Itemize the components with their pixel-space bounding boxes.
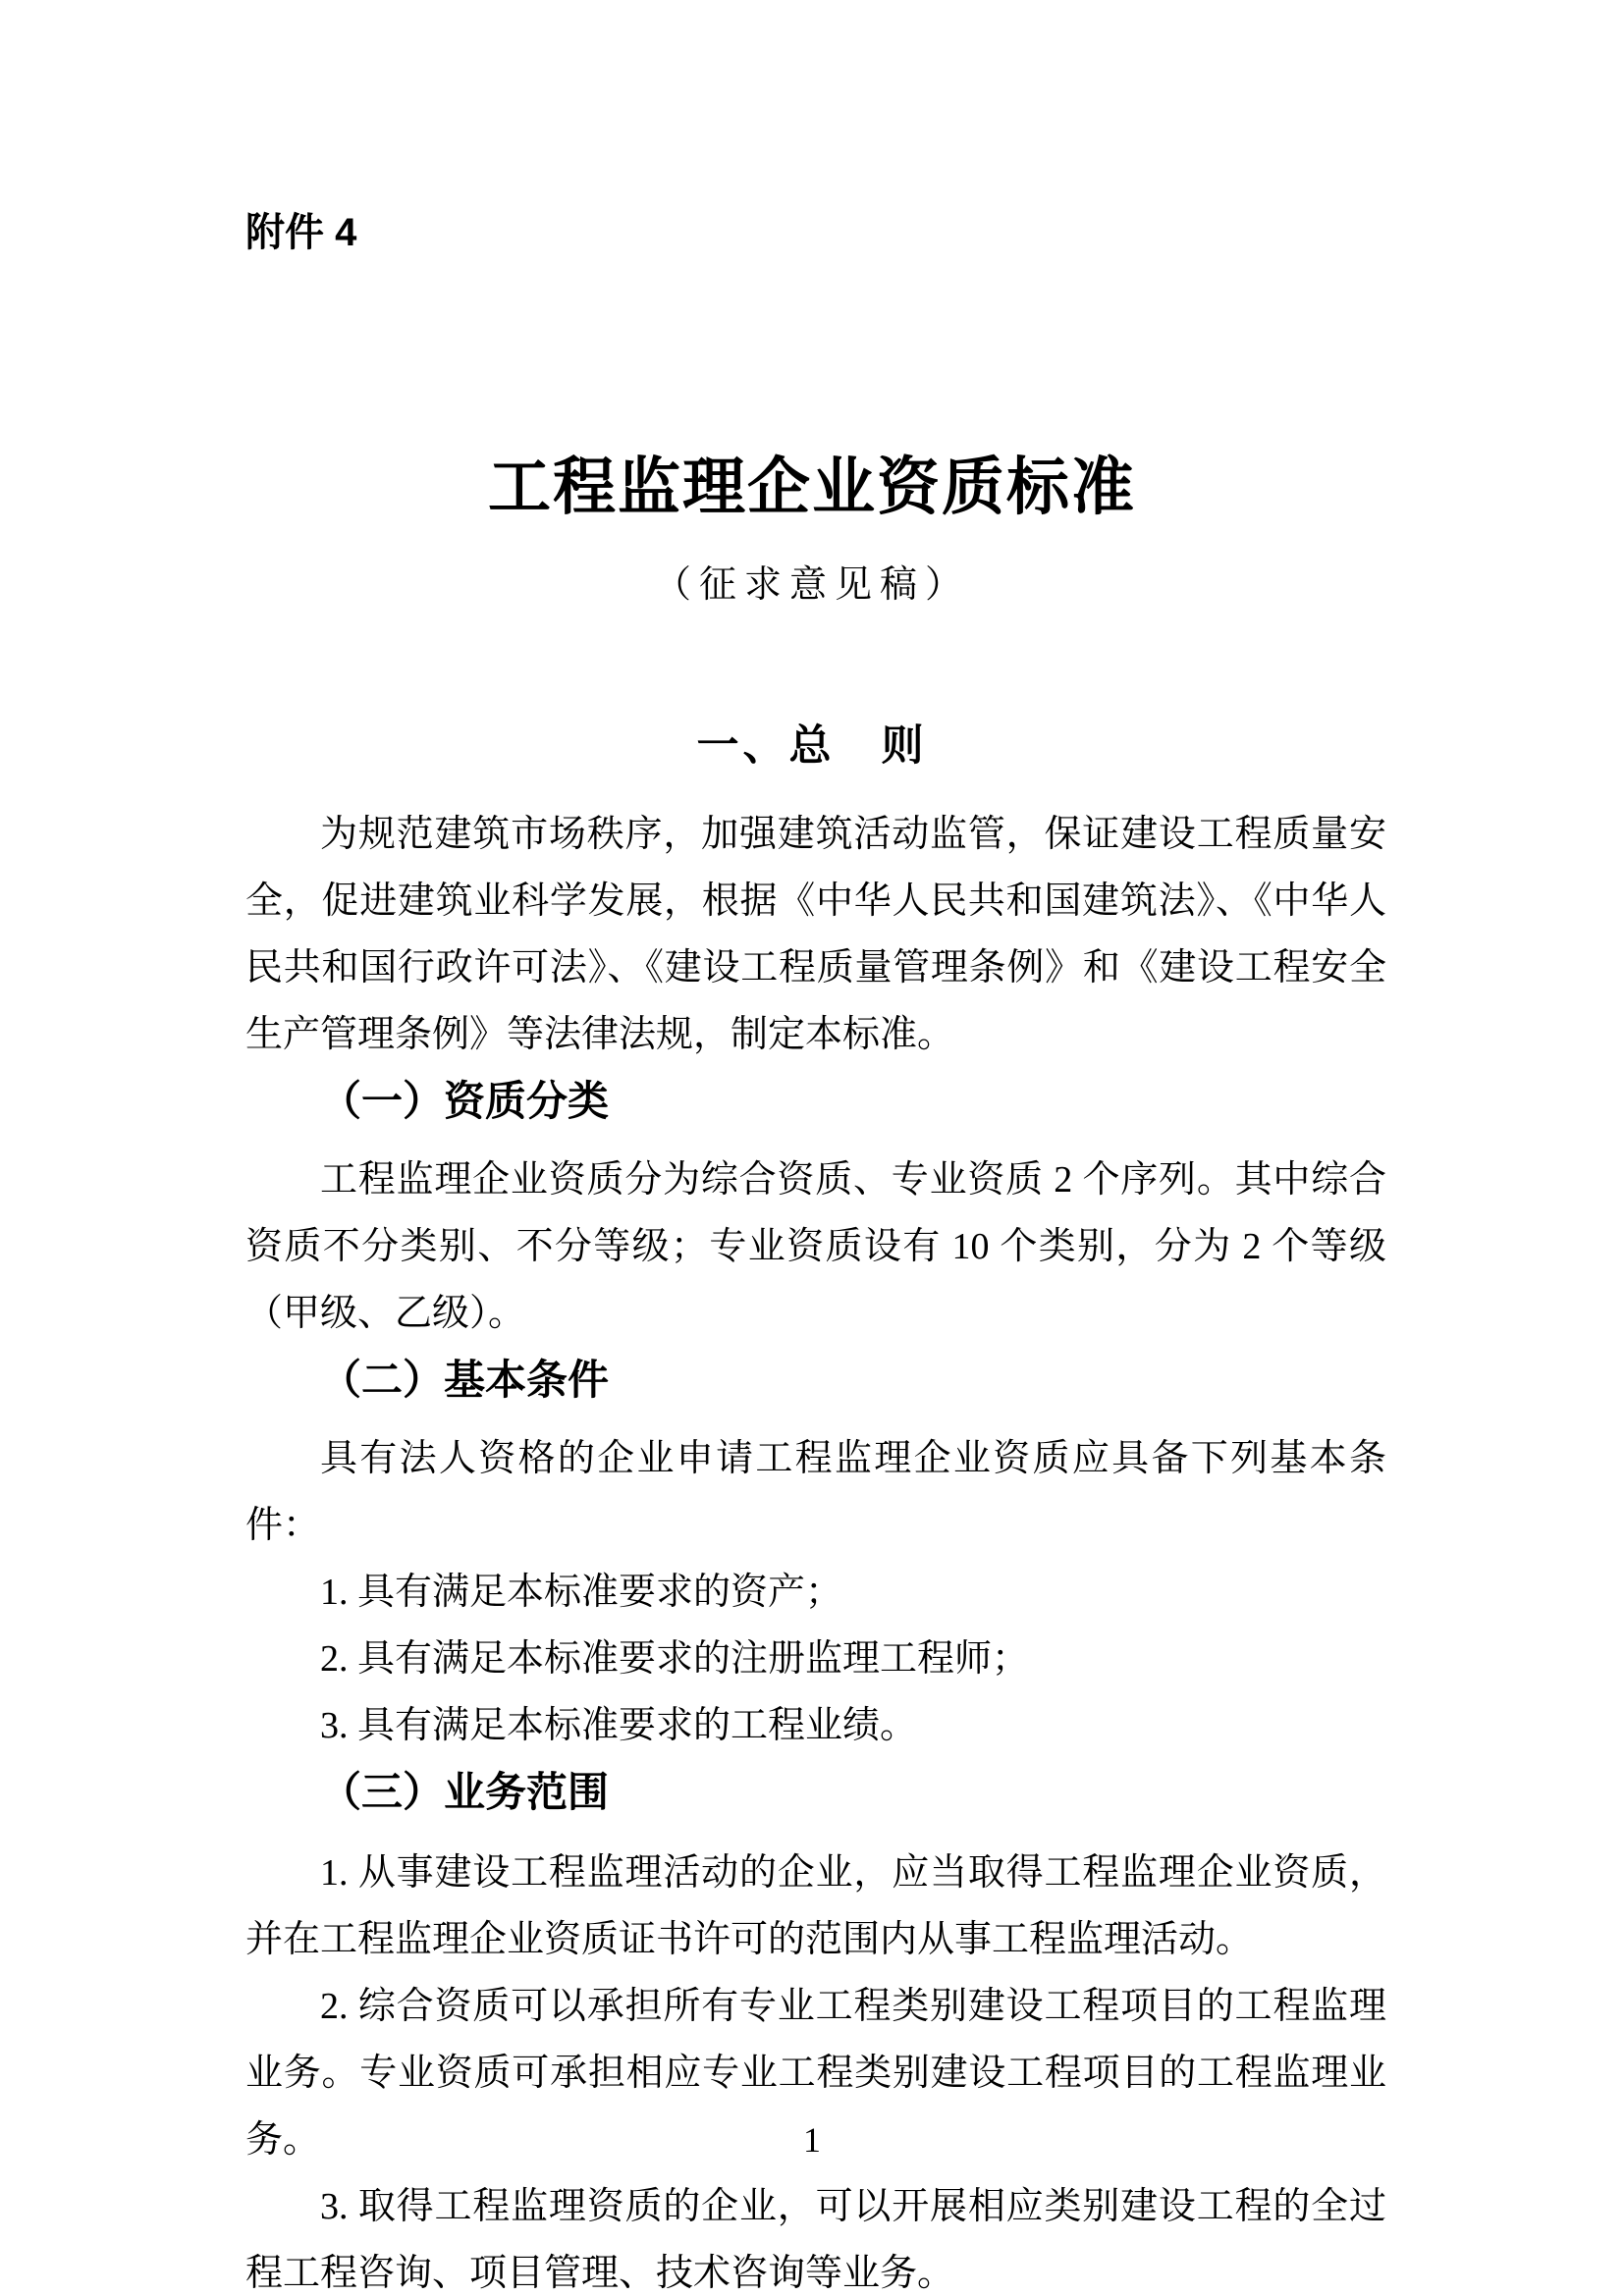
business-scope-paragraph-2: 2. 综合资质可以承担所有专业工程类别建设工程项目的工程监理业务。专业资质可承担相应专业工程类别建设工程项目的工程监理业务。 [245, 1986, 1386, 2161]
page-number: 1 [803, 2120, 821, 2160]
subsection-heading-basic-conditions: （二）基本条件 [320, 1357, 610, 1403]
document-subtitle: （征求意见稿） [653, 564, 970, 606]
business-scope-paragraph-3: 3. 取得工程监理资质的企业，可以开展相应类别建设工程的全过程工程咨询、项目管理、技术咨询等业务。 [245, 2186, 1386, 2294]
intro-paragraph: 为规范建筑市场秩序，加强建筑活动监管，保证建设工程质量安全，促进建筑业科学发展，根据《中华人民共和国建筑法》、《中华人民共和国行政许可法》、《建设工程质量管理条例》和《建设工程安全生产管理条例》等法律法规，制定本标准。 [245, 814, 1386, 1055]
basic-condition-item-1: 1. 具有满足本标准要求的资产； [320, 1572, 843, 1613]
attachment-label: 附件 4 [245, 211, 357, 254]
business-scope-paragraph-1: 1. 从事建设工程监理活动的企业，应当取得工程监理企业资质，并在工程监理企业资质证书许可的范围内从事工程监理活动。 [245, 1852, 1386, 1960]
chapter-heading-general-provisions: 一、总 则 [696, 722, 928, 770]
qualification-classification-paragraph: 工程监理企业资质分为综合资质、专业资质 2 个序列。其中综合资质不分类别、不分等级；专业资质设有 10 个类别，分为 2 个等级（甲级、乙级）。 [245, 1159, 1386, 1334]
document-title: 工程监理企业资质标准 [488, 453, 1136, 522]
subsection-heading-qualification-classification: （一）资质分类 [320, 1078, 610, 1124]
basic-conditions-list [245, 1559, 1386, 1759]
subsection-heading-business-scope: （三）业务范围 [320, 1769, 610, 1815]
basic-condition-item-2: 2. 具有满足本标准要求的注册监理工程师； [320, 1638, 1030, 1680]
basic-conditions-intro: 具有法人资格的企业申请工程监理企业资质应具备下列基本条件： [245, 1438, 1386, 1546]
basic-condition-item-3: 3. 具有满足本标准要求的工程业绩。 [320, 1705, 918, 1746]
